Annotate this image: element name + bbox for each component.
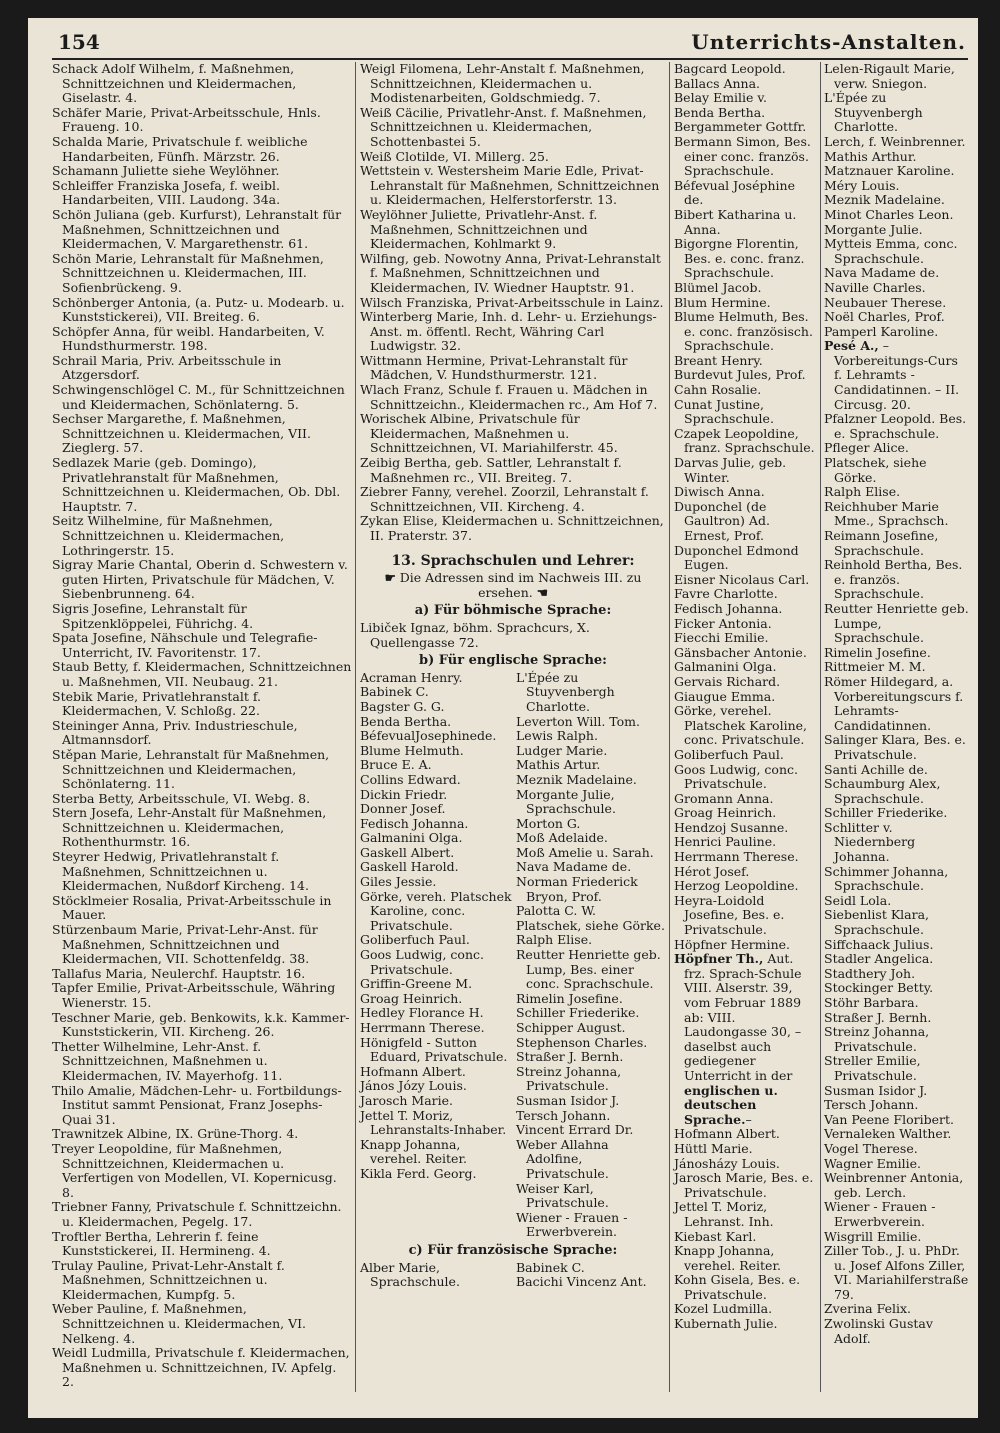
directory-entry: Collins Edward. — [360, 771, 461, 787]
directory-entry: Herrmann Therese. — [360, 1020, 485, 1035]
directory-entry: L'Épée zu Stuyvenbergh Charlotte. — [824, 90, 923, 135]
directory-entry: Moß Amelie u. Sarah. — [516, 844, 654, 860]
directory-entry: Fiecchi Emilie. — [674, 630, 769, 646]
directory-entry: Galmanini Olga. — [674, 659, 777, 675]
directory-entry: Weidl Ludmilla, Privatschule f. Kleidermachen, Maßnehmen u. Schnittzeichnen, IV. Apfelg. 2. — [52, 1345, 350, 1390]
directory-entry: Weylöhner Juliette, Privatlehr-Anst. f. Maßnehmen, Schnittzeichnen und Kleidermachen, Kohlmarkt 9. — [360, 206, 598, 252]
directory-entry: Thetter Wilhelmine, Lehr-Anst. f. Schnittzeichnen, Maßnehmen u. Kleidermachen, IV. Mayerhofg. 11. — [52, 1038, 283, 1083]
directory-entry: Van Peene Floribert. — [824, 1111, 954, 1127]
directory-entry: Wagner Emilie. — [824, 1155, 921, 1171]
directory-entry: Noël Charles, Prof. — [824, 309, 945, 325]
directory-entry: Tersch Johann. — [516, 1107, 611, 1123]
directory-entry: Vogel Therese. — [824, 1140, 918, 1156]
directory-entry: Schiller Friederike. — [824, 805, 948, 821]
subsection-b-left-list — [360, 671, 516, 1240]
directory-entry: Weinbrenner Antonia, geb. Lerch. — [824, 1170, 964, 1200]
directory-entry: Giaugue Emma. — [674, 688, 776, 704]
directory-entry: Worischek Albine, Privatschule für Kleidermachen, Maßnehmen u. Schnittzeichnen, VI. Mariahilferstr. 45. — [360, 411, 618, 456]
directory-entry: Wiener - Frauen - Erwerbverein. — [824, 1199, 936, 1229]
directory-entry: Morton G. — [516, 815, 581, 831]
directory-entry: Cunat Justine, Sprachschule. — [674, 396, 774, 427]
directory-entry: Steyrer Hedwig, Privatlehranstalt f. Maßnehmen, Schnittzeichnen u. Kleidermachen, Nußdorf Kircheng. 14. — [52, 849, 309, 894]
directory-entry: Blume Helmuth. — [360, 742, 464, 758]
directory-entry: Hedley Florance H. — [360, 1005, 484, 1021]
directory-entry: Seidl Lola. — [824, 892, 892, 908]
directory-entry: Czapek Leopoldine, franz. Sprachschule. — [674, 425, 815, 456]
directory-entry: Wilfing, geb. Nowotny Anna, Privat-Lehranstalt f. Maßnehmen, Schnittzeichnen und Kleidermachen, IV. Wiedner Hauptstr. 91. — [360, 250, 661, 295]
subsection-b-right-list — [516, 671, 666, 1240]
directory-entry: Görke, vereh. Platschek Karoline, conc. Privatschule. — [360, 888, 512, 933]
subsection-c-left-list — [360, 1261, 516, 1290]
directory-entry: Wilsch Franziska, Privat-Arbeitsschule in Lainz. — [360, 294, 664, 310]
directory-entry: Tapfer Emilie, Privat-Arbeitsschule, Währing Wienerstr. 15. — [52, 980, 336, 1010]
directory-entry: Darvas Julie, geb. Winter. — [674, 455, 787, 485]
directory-entry: Benda Bertha. — [674, 104, 766, 120]
directory-entry: Bergammeter Gottfr. — [674, 119, 807, 135]
directory-entry: Stadthery Joh. — [824, 965, 916, 981]
directory-entry: Bagster G. G. — [360, 698, 445, 714]
directory-entry: Mathis Artur. — [516, 757, 601, 773]
directory-entry: Belay Emilie v. — [674, 90, 767, 106]
directory-entry: Wisgrill Emilie. — [824, 1228, 922, 1244]
directory-entry: Reimann Josefine, Sprachschule. — [824, 528, 939, 558]
directory-entry: Herzog Leopoldine. — [674, 878, 799, 894]
directory-entry: Schleiffer Franziska Josefa, f. weibl. Handarbeiten, VIII. Laudong. 34a. — [52, 177, 281, 208]
column-2 — [360, 62, 666, 1290]
directory-entry: Heyra-Loidold Josefine, Bes. e. Privatschule. — [674, 892, 785, 938]
pese-name: Pesé A., — [824, 338, 879, 354]
directory-entry: Salinger Klara, Bes. e. Privatschule. — [824, 732, 966, 762]
directory-entry: Diwisch Anna. — [674, 484, 765, 500]
directory-entry: Römer Hildegard, a. Vorbereitungscurs f. Lehramts-Candidatinnen. — [824, 673, 964, 733]
directory-entry: Weber Allahna Adolfine, Privatschule. — [516, 1136, 609, 1181]
directory-entry: Gromann Anna. — [674, 790, 774, 806]
directory-entry: Sedlazek Marie (geb. Domingo), Privatlehranstalt für Maßnehmen, Schnittzeichnen u. Kleidermachen, Ob. Dbl. Hauptstr. 7. — [52, 455, 341, 514]
directory-entry: Weiser Karl, Privatschule. — [516, 1180, 609, 1211]
directory-entry: Rimelin Josefine. — [824, 644, 931, 660]
directory-entry: Platschek, siehe Görke. — [824, 455, 927, 485]
directory-entry: Blum Hermine. — [674, 294, 771, 310]
directory-entry: Duponchel Edmond Eugen. — [674, 542, 799, 573]
directory-entry: Blümel Jacob. — [674, 279, 762, 295]
directory-entry: Burdevut Jules, Prof. — [674, 367, 806, 383]
directory-entry: Schön Marie, Lehranstalt für Maßnehmen, Schnittzeichnen u. Kleidermachen, III. Sofienbrückeng. 9. — [52, 250, 324, 295]
directory-entry: Teschner Marie, geb. Benkowits, k.k. Kammer-Kunststickerin, VII. Kircheng. 26. — [52, 1009, 350, 1040]
pointing-hand-left-icon: ☚ — [536, 584, 548, 600]
directory-entry: János Józy Louis. — [360, 1078, 467, 1094]
directory-entry: Fedisch Johanna. — [360, 815, 469, 831]
subsection-c-right-list — [516, 1261, 666, 1290]
directory-entry: Galmanini Olga. — [360, 830, 463, 846]
directory-entry: Nava Madame de. — [516, 859, 632, 875]
directory-entry: Stephenson Charles. — [516, 1034, 648, 1050]
directory-entry: Tersch Johann. — [824, 1097, 919, 1113]
directory-entry: Stöhr Barbara. — [824, 995, 919, 1010]
directory-entry: Fedisch Johanna. — [674, 600, 783, 616]
directory-entry: Straßer J. Bernh. — [824, 1009, 932, 1025]
page-sheet — [28, 18, 978, 1418]
directory-entry: Rittmeier M. M. — [824, 659, 926, 675]
directory-entry: Bacichi Vincenz Ant. — [516, 1274, 647, 1290]
directory-entry: Blume Helmuth, Bes. e. conc. französisch. Sprachschule. — [674, 309, 813, 354]
directory-entry: Schwingenschlögel C. M., für Schnittzeichnen und Kleidermachen, Schönlaterng. 5. — [52, 382, 345, 412]
column-3 — [674, 62, 818, 1332]
directory-entry: Bermann Simon, Bes. einer conc. französ. Sprachschule. — [674, 133, 811, 179]
column-divider — [355, 62, 356, 1392]
directory-entry: Griffin-Greene M. — [360, 976, 473, 992]
directory-entry: Schlitter v. Niedernberg Johanna. — [824, 819, 916, 865]
directory-entry: Bagcard Leopold. — [674, 61, 786, 76]
subsection-c-entries — [360, 1261, 666, 1290]
column-3-entries — [674, 62, 818, 952]
directory-entry: Pamperl Karoline. — [824, 323, 939, 339]
directory-entry: Reutter Henriette geb. Lump, Bes. einer conc. Sprachschule. — [516, 947, 661, 992]
directory-entry: Alber Marie, Sprachschule. — [360, 1259, 460, 1290]
directory-entry: Streller Emilie, Privatschule. — [824, 1053, 921, 1083]
directory-entry: Meznik Madelaine. — [516, 771, 637, 787]
directory-entry: Steininger Anna, Priv. Industrieschule, Altmannsdorf. — [52, 717, 298, 748]
column-4 — [824, 62, 970, 1346]
directory-entry: Dickin Friedr. — [360, 786, 448, 802]
directory-entry: Cahn Rosalie. — [674, 382, 762, 398]
directory-entry: Donner Josef. — [360, 801, 446, 817]
directory-entry: Staub Betty, f. Kleidermachen, Schnittzeichnen u. Maßnehmen, VII. Neubaug. 21. — [52, 659, 352, 689]
directory-entry: Rimelin Josefine. — [516, 990, 623, 1006]
column-4-entries-after — [824, 412, 970, 1346]
directory-entry: Libiček Ignaz, böhm. Sprachcurs, X. Quellengasse 72. — [360, 619, 590, 650]
column-3-entries-after — [674, 1127, 818, 1331]
hoepfner-text: Aut. frz. Sprach-Schule VIII. Alserstr. 39, vom Februar 1889 ab: VIII. Laudongasse 30, – daselbst auch gediegener Unterricht in der — [684, 951, 802, 1083]
directory-entry: Babinek C. — [360, 684, 429, 700]
directory-entry: Meznik Madelaine. — [824, 192, 945, 208]
directory-entry: Minot Charles Leon. — [824, 206, 954, 222]
directory-entry: Ralph Elise. — [516, 932, 593, 948]
directory-entry: Gervais Richard. — [674, 673, 781, 689]
directory-entry: Lewis Ralph. — [516, 728, 598, 744]
directory-entry: Goliberfuch Paul. — [360, 932, 470, 948]
directory-entry: Schiller Friederike. — [516, 1005, 640, 1021]
directory-entry: Goos Ludwig, conc. Privatschule. — [674, 761, 798, 792]
directory-entry: Babinek C. — [516, 1259, 585, 1275]
directory-entry: Thilo Amalie, Mädchen-Lehr- u. Fortbildungs-Institut sammt Pensionat, Franz Josephs-Quai 31. — [52, 1082, 342, 1127]
directory-entry: Hönigfeld - Sutton Eduard, Privatschule. — [360, 1034, 508, 1065]
directory-entry: Wlach Franz, Schule f. Frauen u. Mädchen in Schnittzeichn., Kleidermachen rc., Am Hof 7. — [360, 382, 658, 412]
column-4-entries — [824, 62, 970, 339]
directory-entry: Breant Henry. — [674, 352, 763, 368]
column-divider — [820, 62, 821, 1392]
directory-entry: Winterberg Marie, Inh. d. Lehr- u. Erziehungs-Anst. m. öffentl. Recht, Währing Carl Ludwigstr. 32. — [360, 309, 657, 354]
directory-entry: Knapp Johanna, verehel. Reiter. — [674, 1243, 782, 1273]
directory-entry: Platschek, siehe Görke. — [516, 917, 665, 933]
directory-entry: Troftler Bertha, Lehrerin f. feine Kunststickerei, II. Hermineng. 4. — [52, 1228, 271, 1259]
directory-entry: Sechser Margarethe, f. Maßnehmen, Schnittzeichnen u. Kleidermachen, VII. Zieglerg. 57. — [52, 411, 311, 456]
directory-entry: Kikla Ferd. Georg. — [360, 1165, 477, 1181]
directory-entry: Leverton Will. Tom. — [516, 713, 640, 729]
directory-entry: Lerch, f. Weinbrenner. — [824, 133, 966, 149]
directory-entry: BéfevualJosephinede. — [360, 728, 497, 744]
directory-entry: Streinz Johanna, Privatschule. — [516, 1063, 622, 1094]
directory-entry: Jánosházy Louis. — [674, 1155, 780, 1171]
directory-entry: Bigorgne Florentin, Bes. e. conc. franz. Sprachschule. — [674, 236, 805, 281]
directory-entry: Hendzoj Susanne. — [674, 819, 789, 835]
directory-entry: Groag Heinrich. — [360, 990, 463, 1006]
directory-entry: Zverina Felix. — [824, 1301, 911, 1317]
directory-entry: Spata Josefine, Nähschule und Telegrafie-Unterricht, IV. Favoritenstr. 17. — [52, 630, 318, 660]
directory-entry: Mathis Arthur. — [824, 148, 917, 164]
directory-entry: Jarosch Marie. — [360, 1092, 453, 1108]
directory-entry: Stockinger Betty. — [824, 980, 934, 996]
column-2-entries — [360, 62, 666, 544]
directory-entry: Morgante Julie. — [824, 221, 923, 237]
directory-entry: Benda Bertha. — [360, 713, 452, 729]
directory-entry: Stadler Angelica. — [824, 951, 934, 967]
column-1 — [52, 62, 352, 1390]
directory-entry: Bibert Katharina u. Anna. — [674, 206, 797, 237]
directory-entry: Pfalzner Leopold. Bes. e. Sprachschule. — [824, 411, 967, 441]
directory-entry: Ralph Elise. — [824, 484, 901, 500]
hoepfner-name: Höpfner Th., — [674, 951, 764, 967]
directory-entry: Duponchel (de Gaultron) Ad. Ernest, Prof. — [674, 498, 770, 543]
section-13-title: 13. Sprachschulen und Lehrer: — [391, 552, 635, 569]
page-header — [52, 28, 972, 58]
running-title: Unterrichts-Anstalten. — [691, 30, 966, 54]
directory-entry: Schrail Maria, Priv. Arbeitsschule in Atzgersdorf. — [52, 352, 282, 383]
directory-entry: Zwolinski Gustav Adolf. — [824, 1316, 933, 1346]
directory-entry: Kozel Ludmilla. — [674, 1301, 773, 1317]
directory-entry: Schönberger Antonia, (a. Putz- u. Modearb. u. Kunststickerei), VII. Breiteg. 6. — [52, 294, 345, 325]
directory-entry: Ziebrer Fanny, verehel. Zoorzil, Lehranstalt f. Schnittzeichnen, VII. Kircheng. 4. — [360, 484, 649, 514]
directory-entry: Neubauer Therese. — [824, 294, 947, 310]
directory-entry: Ziller Tob., J. u. PhDr. u. Josef Alfons Ziller, VI. Mariahilferstraße 79. — [824, 1243, 969, 1302]
directory-entry: Stürzenbaum Marie, Privat-Lehr-Anst. für Maßnehmen, Schnittzeichnen und Kleidermachen, VII. Schottenfeldg. 38. — [52, 922, 318, 967]
directory-entry: Kubernath Julie. — [674, 1316, 778, 1332]
directory-entry: Acraman Henry. — [360, 669, 463, 685]
directory-entry: Wiener - Frauen - Erwerbverein. — [516, 1209, 628, 1240]
directory-entry: Wettstein v. Westersheim Marie Edle, Privat-Lehranstalt für Maßnehmen, Schnittzeichnen u. Kleidermachen, Helferstorferstr. 13. — [360, 163, 660, 208]
directory-entry: Schalda Marie, Privatschule f. weibliche Handarbeiten, Fünfh. Märzstr. 26. — [52, 133, 308, 164]
directory-entry: Henrici Pauline. — [674, 834, 777, 850]
directory-entry: Kiebast Karl. — [674, 1228, 757, 1244]
directory-entry: Schamann Juliette siehe Weylöhner. — [52, 163, 280, 179]
directory-entry: Sigris Josefine, Lehranstalt für Spitzenklöppelei, Führichg. 4. — [52, 600, 254, 631]
page-number: 154 — [58, 30, 100, 54]
directory-entry: Treyer Leopoldine, für Maßnehmen, Schnittzeichnen, Kleidermachen u. Verfertigen von Modellen, VI. Kopernicusg. 8. — [52, 1140, 337, 1200]
directory-entry: Nava Madame de. — [824, 265, 940, 281]
directory-entry: Jettel T. Moriz, Lehranstalts-Inhaber. — [360, 1107, 507, 1138]
pointing-hand-right-icon: ☛ — [384, 570, 396, 586]
directory-entry: Straßer J. Bernh. — [516, 1049, 624, 1065]
directory-entry: Trulay Pauline, Privat-Lehr-Anstalt f. Maßnehmen, Schnittzeichnen u. Kleidermachen, Kumpfg. 5. — [52, 1257, 285, 1302]
directory-entry: Hofmann Albert. — [674, 1126, 780, 1142]
directory-entry: Wittmann Hermine, Privat-Lehranstalt für Mädchen, V. Hundsthurmerstr. 121. — [360, 352, 628, 383]
directory-entry: Béfevual Joséphine de. — [674, 177, 795, 208]
directory-entry: Schöpfer Anna, für weibl. Handarbeiten, V. Hundsthurmerstr. 198. — [52, 323, 325, 354]
directory-entry: Susman Isidor J. — [824, 1082, 928, 1098]
subsection-a-title: a) Für böhmische Sprache: — [414, 603, 612, 619]
directory-entry: Santi Achille de. — [824, 761, 928, 777]
directory-entry: Mytteis Emma, conc. Sprachschule. — [824, 236, 958, 266]
directory-entry: Groag Heinrich. — [674, 805, 777, 821]
directory-entry: Reutter Henriette geb. Lumpe, Sprachschule. — [824, 600, 969, 646]
directory-entry: Görke, verehel. Platschek Karoline, conc. Privatschule. — [674, 703, 808, 748]
directory-entry: Siffchaack Julius. — [824, 936, 934, 952]
directory-entry: Favre Charlotte. — [674, 586, 778, 602]
directory-entry: Sterba Betty, Arbeitsschule, VI. Webg. 8. — [52, 790, 311, 806]
pese-advert — [824, 339, 970, 412]
subsection-a-entries — [360, 621, 666, 650]
directory-entry: Knapp Johanna, verehel. Reiter. — [360, 1136, 468, 1167]
directory-entry: Palotta C. W. — [516, 903, 596, 919]
directory-entry: Eisner Nicolaus Carl. — [674, 571, 810, 587]
subsection-b-entries — [360, 671, 666, 1240]
directory-entry: Schäfer Marie, Privat-Arbeitsschule, Hnls. Fraueng. 10. — [52, 104, 321, 135]
pese-text: – Vorbereitungs-Curs f. Lehramts - Candidatinnen. – II. Circusg. 20. — [834, 338, 960, 412]
subsection-b-title: b) Für englische Sprache: — [419, 653, 607, 669]
directory-entry: Giles Jessie. — [360, 874, 437, 890]
directory-entry: Weiß Cäcilie, Privatlehr-Anst. f. Maßnehmen, Schnittzeichnen u. Kleidermachen, Schottenbastei 5. — [360, 104, 647, 149]
directory-entry: Ballacs Anna. — [674, 75, 761, 91]
directory-entry: Höpfner Hermine. — [674, 936, 790, 952]
directory-entry: Stöcklmeier Rosalia, Privat-Arbeitsschule in Mauer. — [52, 892, 332, 923]
directory-entry: Siebenlist Klara, Sprachschule. — [824, 907, 930, 938]
directory-entry: Herrmann Therese. — [674, 849, 799, 865]
directory-entry: Schaumburg Alex, Sprachschule. — [824, 776, 941, 806]
directory-entry: Lelen-Rigault Marie, verw. Sniegon. — [824, 61, 955, 91]
directory-entry: Schipper August. — [516, 1020, 626, 1035]
directory-entry: Hofmann Albert. — [360, 1063, 466, 1079]
hoepfner-end: – — [745, 1111, 752, 1127]
directory-entry: Weigl Filomena, Lehr-Anstalt f. Maßnehmen, Schnittzeichnen, Kleidermachen u. Modistenarbeiten, Goldschmiedg. 7. — [360, 61, 645, 106]
directory-entry: Stebik Marie, Privatlehranstalt f. Kleidermachen, V. Schloßg. 22. — [52, 688, 261, 719]
directory-entry: Weber Pauline, f. Maßnehmen, Schnittzeichnen u. Kleidermachen, VI. Nelkeng. 4. — [52, 1301, 307, 1346]
directory-entry: Matznauer Karoline. — [824, 163, 955, 179]
directory-entry: Schön Juliana (geb. Kurfurst), Lehranstalt für Maßnehmen, Schnittzeichnen und Kleidermachen, V. Margarethenstr. 61. — [52, 206, 342, 252]
directory-entry: Goliberfuch Paul. — [674, 746, 784, 762]
directory-entry: Méry Louis. — [824, 177, 900, 193]
directory-entry: Zeibig Bertha, geb. Sattler, Lehranstalt f. Maßnehmen rc., VII. Breiteg. 7. — [360, 455, 622, 485]
column-divider — [669, 62, 670, 1392]
directory-entry: Schimmer Johanna, Sprachschule. — [824, 863, 949, 894]
directory-entry: Moß Adelaide. — [516, 830, 608, 846]
directory-entry: Norman Friederick Bryon, Prof. — [516, 874, 638, 904]
directory-entry: Reinhold Bertha, Bes. e. französ. Sprachschule. — [824, 557, 963, 602]
directory-entry: Gänsbacher Antonie. — [674, 644, 807, 660]
directory-entry: Vernaleken Walther. — [824, 1126, 952, 1142]
directory-entry: Seitz Wilhelmine, für Maßnehmen, Schnittzeichnen u. Kleidermachen, Lothringerstr. 15. — [52, 513, 285, 558]
directory-entry: Naville Charles. — [824, 279, 926, 295]
directory-entry: Ficker Antonia. — [674, 615, 772, 631]
directory-entry: Jettel T. Moriz, Lehranst. Inh. — [674, 1199, 774, 1229]
directory-entry: Triebner Fanny, Privatschule f. Schnittzeichn. u. Kleidermachen, Pegelg. 17. — [52, 1199, 342, 1229]
directory-entry: Schack Adolf Wilhelm, f. Maßnehmen, Schnittzeichnen und Kleidermachen, Giselastr. 4. — [52, 61, 297, 106]
directory-entry: Sigray Marie Chantal, Oberin d. Schwestern v. guten Hirten, Privatschule für Mädchen, V. Siebenbrunneng. 64. — [52, 557, 348, 602]
directory-entry: Pfleger Alice. — [824, 440, 909, 456]
section-13-note — [360, 571, 666, 600]
directory-entry: Stěpan Marie, Lehranstalt für Maßnehmen, Schnittzeichnen und Kleidermachen, Schönlaterng. 11. — [52, 746, 330, 792]
directory-entry: Stern Josefa, Lehr-Anstalt für Maßnehmen, Schnittzeichnen u. Kleidermachen, Rothenthurmstr. 16. — [52, 805, 327, 850]
subsection-c-title: c) Für französische Sprache: — [408, 1242, 618, 1258]
directory-entry: Gaskell Harold. — [360, 859, 459, 875]
hoepfner-emphasis: englischen u. deutschen Sprache. — [684, 1082, 778, 1127]
directory-entry: Trawnitzek Albine, IX. Grüne-Thorg. 4. — [52, 1126, 299, 1142]
directory-entry: Hérot Josef. — [674, 863, 750, 879]
header-rule — [52, 58, 968, 60]
directory-entry: Reichhuber Marie Mme., Sprachsch. — [824, 498, 949, 529]
hoepfner-advert — [674, 952, 818, 1127]
section-13-note-text: Die Adressen sind im Nachweis III. zu ersehen. — [399, 570, 642, 600]
directory-entry: Streinz Johanna, Privatschule. — [824, 1024, 930, 1054]
directory-entry: Goos Ludwig, conc. Privatschule. — [360, 947, 484, 977]
directory-entry: Weiß Clotilde, VI. Millerg. 25. — [360, 148, 549, 164]
directory-entry: Susman Isidor J. — [516, 1092, 620, 1108]
directory-entry: Zykan Elise, Kleidermachen u. Schnittzeichnen, II. Praterstr. 37. — [360, 513, 664, 543]
directory-entry: Tallafus Maria, Neulerchf. Hauptstr. 16. — [52, 965, 306, 981]
directory-entry: Ludger Marie. — [516, 742, 608, 758]
directory-entry: Hüttl Marie. — [674, 1140, 753, 1156]
directory-entry: Jarosch Marie, Bes. e. Privatschule. — [674, 1170, 814, 1200]
directory-entry: L'Épée zu Stuyvenbergh Charlotte. — [516, 669, 615, 714]
directory-entry: Morgante Julie, Sprachschule. — [516, 786, 616, 817]
directory-entry: Vincent Errard Dr. — [516, 1122, 634, 1138]
directory-entry: Bruce E. A. — [360, 757, 432, 773]
directory-entry: Kohn Gisela, Bes. e. Privatschule. — [674, 1272, 801, 1302]
directory-entry: Gaskell Albert. — [360, 844, 455, 860]
